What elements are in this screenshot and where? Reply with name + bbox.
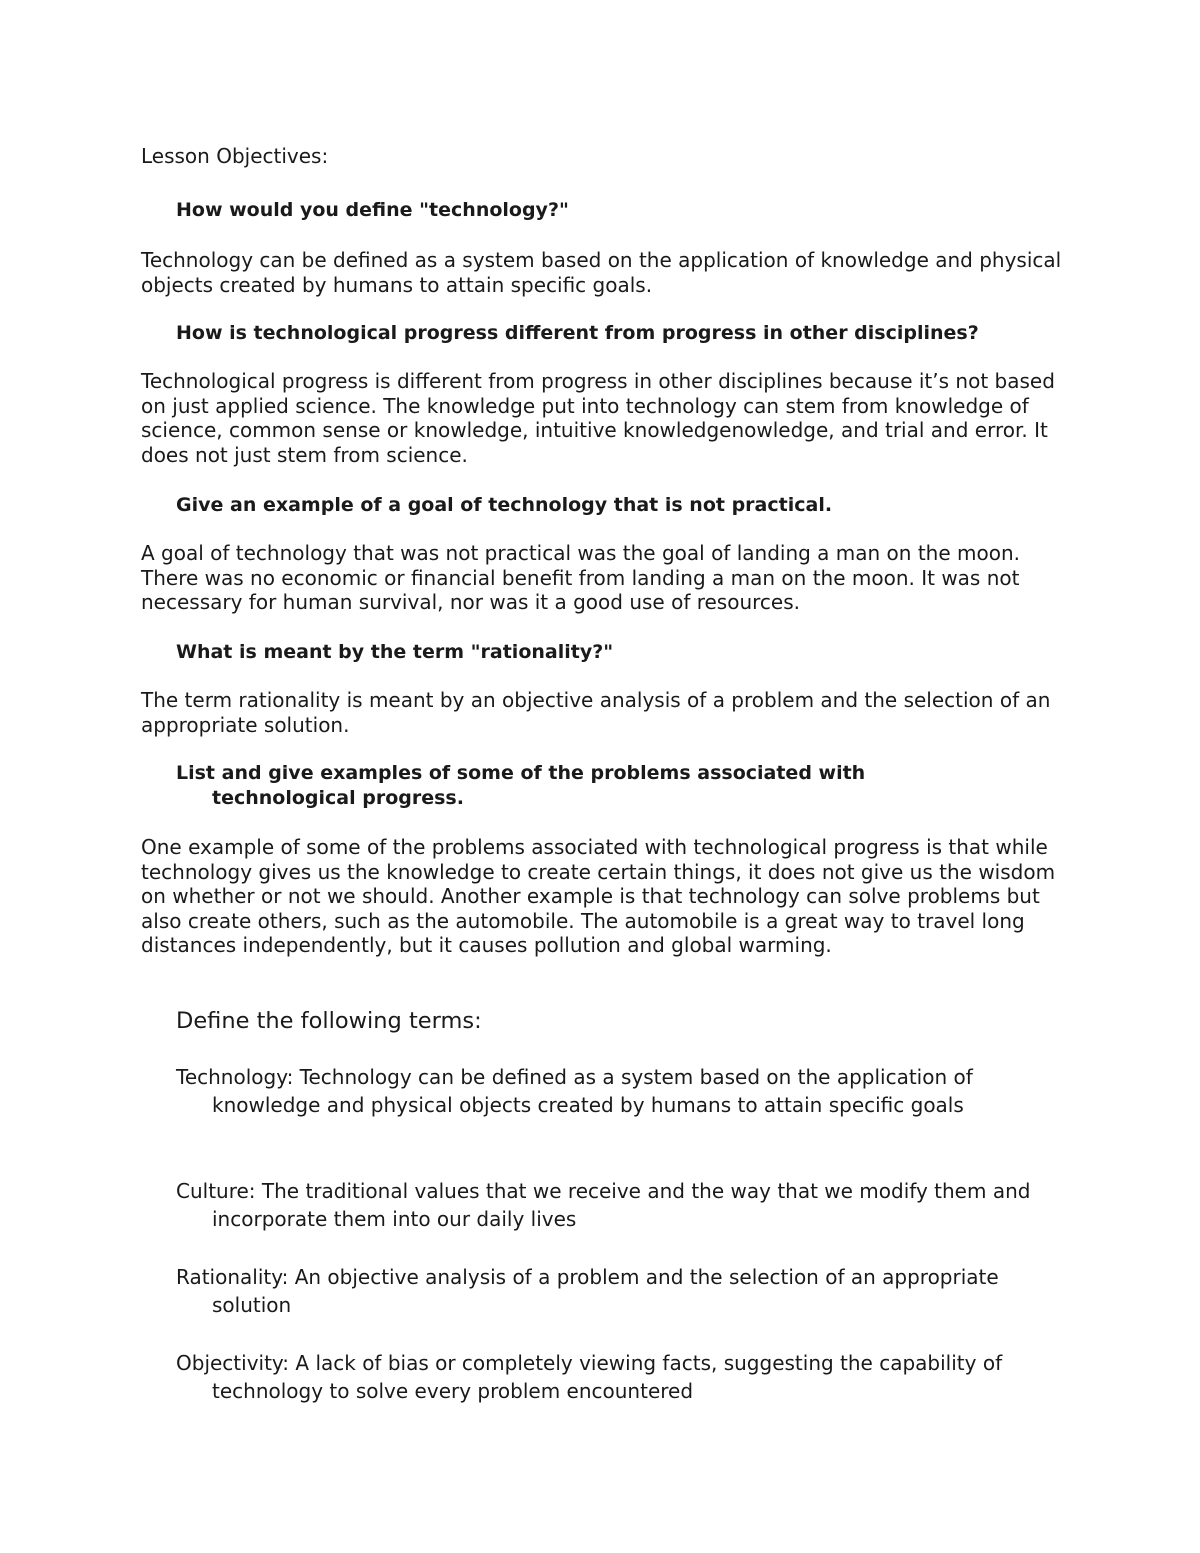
question-rationality: What is meant by the term "rationality?" xyxy=(176,641,614,663)
question-technological-progress: How is technological progress different from progress in other disciplines? xyxy=(176,322,979,344)
question-define-technology: How would you define "technology?" xyxy=(176,199,569,221)
question-goal-not-practical: Give an example of a goal of technology that is not practical. xyxy=(176,494,833,516)
term-culture: Culture: The traditional values that we receive and the way that we modify them and incorporate them into our daily lives xyxy=(176,1179,1031,1231)
answer-goal-not-practical: A goal of technology that was not practical was the goal of landing a man on the moon. There was no economic or financial benefit from landing a man on the moon. It was not necessary for human survival, nor was it a good use of resources. xyxy=(141,541,1020,615)
answer-technological-progress: Technological progress is different from progress in other disciplines because it’s not based on just applied science. The knowledge put into technology can stem from knowledge of science, common sense or knowledge, intuitive knowledgenowledge, and trial and error. It does not just stem from science. xyxy=(141,369,1055,467)
answer-define-technology: Technology can be defined as a system based on the application of knowledge and physical objects created by humans to attain specific goals. xyxy=(141,248,1062,297)
term-technology: Technology: Technology can be defined as a system based on the application of knowledge and physical objects created by humans to attain specific goals xyxy=(176,1065,973,1117)
lesson-objectives-label: Lesson Objectives: xyxy=(141,144,329,168)
term-objectivity: Objectivity: A lack of bias or completely viewing facts, suggesting the capability of technology to solve every problem encountered xyxy=(176,1351,1003,1403)
answer-rationality: The term rationality is meant by an objective analysis of a problem and the selection of an appropriate solution. xyxy=(141,688,1051,737)
term-rationality: Rationality: An objective analysis of a problem and the selection of an appropriate solution xyxy=(176,1265,999,1317)
question-problems-technological-progress: List and give examples of some of the problems associated with technological progress. xyxy=(176,762,866,809)
define-terms-heading: Define the following terms: xyxy=(176,1008,482,1034)
answer-problems-technological-progress: One example of some of the problems associated with technological progress is that while technology gives us the knowledge to create certain things, it does not give us the wisdom on whether or not we should. Another example is that technology can solve problems but also create others, such as the automobile. The automobile is a great way to travel long distances independently, but it causes pollution and global warming. xyxy=(141,835,1056,958)
